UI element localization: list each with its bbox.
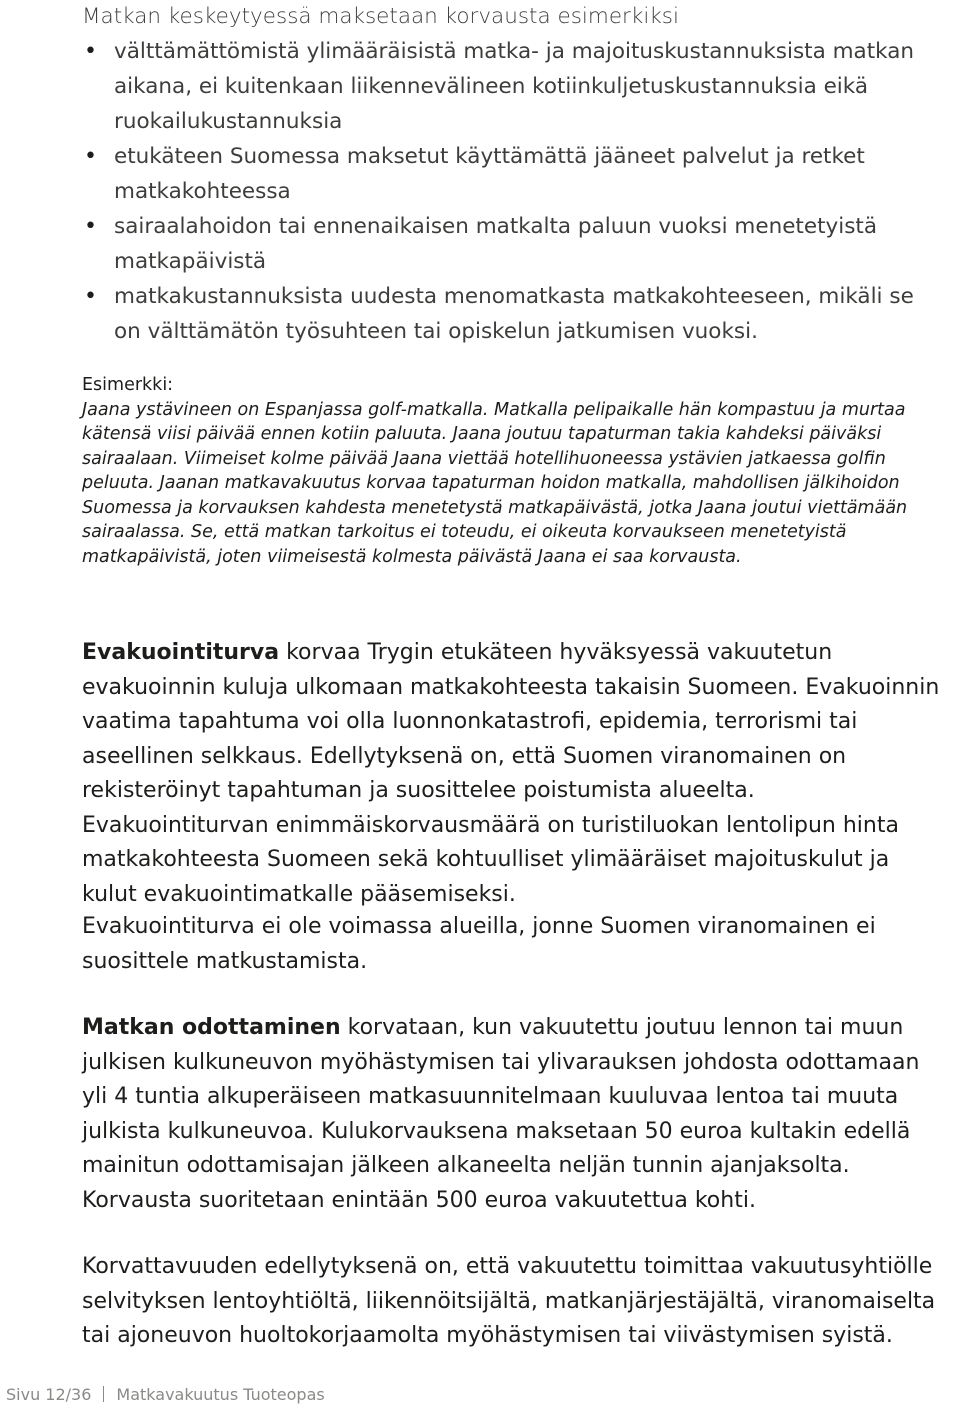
intro-text: Matkan keskeytyessä maksetaan korvausta esimerkiksi (82, 4, 679, 29)
eligibility-paragraph: Korvattavuuden edellytyksenä on, että vakuutettu toimittaa vakuutusyhtiölle selvityksen lentoyhtiöltä, liikennöitsijältä, matkanjärjestäjältä, viranomaiselta tai ajoneuvon huoltokorjaamolta myöhästymisen tai viivästymisen syistä. (82, 1254, 936, 1348)
page-footer (6, 1385, 325, 1405)
evacuation-validity-paragraph: Evakuointiturva ei ole voimassa alueilla, jonne Suomen viranomainen ei suosittele matkustamista. (82, 914, 876, 974)
waiting-paragraph (82, 1011, 942, 1218)
evacuation-text: korvaa Trygin etukäteen hyväksyessä vakuutetun evakuoinnin kuluja ulkomaan matkakohteesta takaisin Suomeen. Evakuoinnin vaatima tapahtuma voi olla luonnonkatastrofi, epidemia, terrorismi tai aseellinen selkkaus. Edellytyksenä on, että Suomen viranomainen on rekisteröinyt tapahtuman ja suosittelee poistumista alueelta. Evakuointiturvan enimmäiskorvausmäärä on turistiluokan lentolipun hinta matkakohteesta Suomeen sekä kohtuulliset ylimääräiset majoituskulut ja kulut evakuointimatkalle pääsemiseksi. (82, 640, 940, 907)
list-item (82, 34, 942, 139)
bullet-icon: • (84, 144, 97, 169)
evacuation-term: Evakuointiturva (82, 640, 280, 665)
bullet-icon: • (84, 214, 97, 239)
evacuation-paragraph (82, 636, 942, 912)
list-item-text: matkakustannuksista uudesta menomatkasta matkakohteeseen, mikäli se on välttämätön työsuhteen tai opiskelun jatkumisen vuoksi. (114, 284, 914, 344)
list-item-text: etukäteen Suomessa maksetut käyttämättä jääneet palvelut ja retket matkakohteessa (114, 144, 865, 204)
example-label: Esimerkki: (82, 375, 174, 395)
document-title: Matkavakuutus Tuoteopas (116, 1385, 325, 1404)
waiting-term: Matkan odottaminen (82, 1015, 341, 1040)
footer-divider (103, 1386, 104, 1402)
compensation-list (82, 34, 942, 349)
list-item (82, 139, 942, 209)
bullet-icon: • (84, 39, 97, 64)
example-box (82, 373, 932, 569)
page-number: Sivu 12/36 (6, 1385, 92, 1404)
list-item (82, 279, 942, 349)
waiting-text: korvataan, kun vakuutettu joutuu lennon tai muun julkisen kulkuneuvon myöhästymisen tai ylivarauksen johdosta odottamaan yli 4 tuntia alkuperäiseen matkasuunnitelmaan kuuluvaa lentoa tai muuta julkista kulkuneuvoa. Kulukorvauksena maksetaan 50 euroa kultakin edellä mainitun odottamisajan jälkeen alkaneelta neljän tunnin ajanjaksolta. Korvausta suoritetaan enintään 500 euroa vakuutettua kohti. (82, 1015, 920, 1213)
bullet-icon: • (84, 284, 97, 309)
example-text: Jaana ystävineen on Espanjassa golf-matkalla. Matkalla pelipaikalle hän kompastuu ja murtaa kätensä viisi päivää ennen kotiin paluuta. Jaana joutuu tapaturman takia kahdeksi päiväksi sairaalaan. Viimeiset kolme päivää Jaana viettää hotellihuoneessa ystävien jatkaessa golfin peluuta. Jaanan matkavakuutus korvaa tapaturman hoidon matkalla, mahdollisen jälkihoidon Suomessa ja korvauksen kahdesta menetetystä matkapäivästä, jotka Jaana joutui viettämään sairaalassa. Se, että matkan tarkoitus ei toteudu, ei oikeuta korvaukseen menetetyistä matkapäivistä, joten viimeisestä kolmesta päivästä Jaana ei saa korvausta. (82, 399, 908, 567)
list-item-text: välttämättömistä ylimääräisistä matka- ja majoituskustannuksista matkan aikana, ei kuitenkaan liikennevälineen kotiinkuljetuskustannuksia eikä ruokailukustannuksia (114, 39, 915, 134)
list-item-text: sairaalahoidon tai ennenaikaisen matkalta paluun vuoksi menetetyistä matkapäivistä (114, 214, 878, 274)
list-item (82, 209, 942, 279)
